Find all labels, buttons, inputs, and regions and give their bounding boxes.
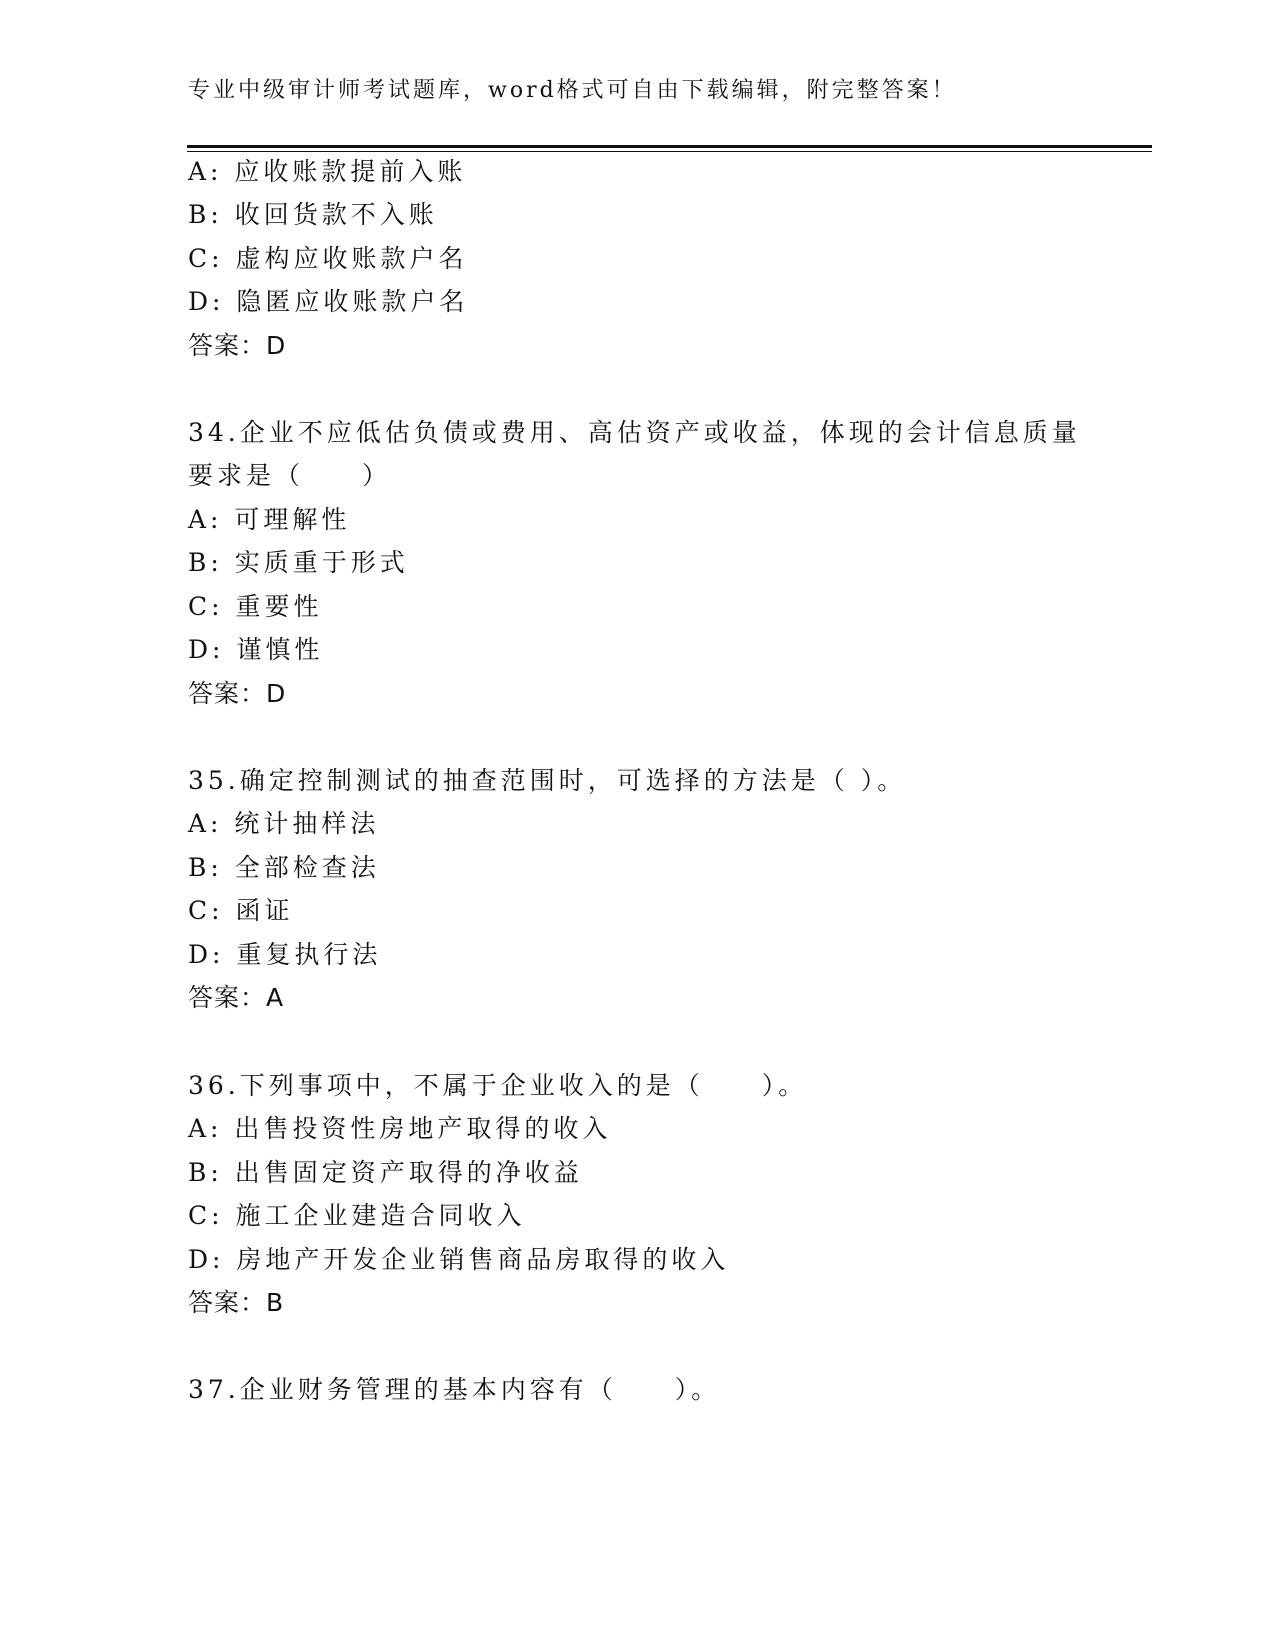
question-stem: 34.企业不应低估负债或费用、高估资产或收益，体现的会计信息质量 [188, 418, 1081, 447]
question-stem: 35.确定控制测试的抽查范围时，可选择的方法是（ ）。 [188, 766, 907, 795]
option-d: D: 重复执行法 [188, 940, 382, 969]
question-stem: 37.企业财务管理的基本内容有（ ）。 [188, 1375, 721, 1404]
answer: 答案：D [188, 331, 287, 360]
header-text: 专业中级审计师考试题库，word格式可自由下载编辑，附完整答案！ [188, 78, 957, 103]
option-c: C: 施工企业建造合同收入 [188, 1201, 526, 1230]
option-a: A: 应收账款提前入账 [188, 157, 467, 186]
option-b: B: 收回货款不入账 [188, 200, 438, 229]
option-a: A: 统计抽样法 [188, 809, 380, 838]
option-b: B: 出售固定资产取得的净收益 [188, 1158, 583, 1187]
option-d: D: 隐匿应收账款户名 [188, 287, 469, 316]
option-b: B: 实质重于形式 [188, 548, 409, 577]
option-d: D: 谨慎性 [188, 635, 324, 664]
question-stem-continued: 要求是（ ） [188, 461, 392, 490]
option-d: D: 房地产开发企业销售商品房取得的收入 [188, 1245, 730, 1274]
question-stem: 36.下列事项中，不属于企业收入的是（ ）。 [188, 1071, 808, 1100]
option-a: A: 可理解性 [188, 505, 351, 534]
answer: 答案：B [188, 1288, 285, 1317]
header-rule-thick [187, 145, 1152, 148]
answer: 答案：D [188, 679, 287, 708]
answer: 答案：A [188, 983, 285, 1012]
header-rule-thin [187, 151, 1152, 152]
option-a: A: 出售投资性房地产取得的收入 [188, 1114, 612, 1143]
option-c: C: 虚构应收账款户名 [188, 244, 468, 273]
option-c: C: 重要性 [188, 592, 323, 621]
option-b: B: 全部检查法 [188, 853, 380, 882]
option-c: C: 函证 [188, 896, 294, 925]
